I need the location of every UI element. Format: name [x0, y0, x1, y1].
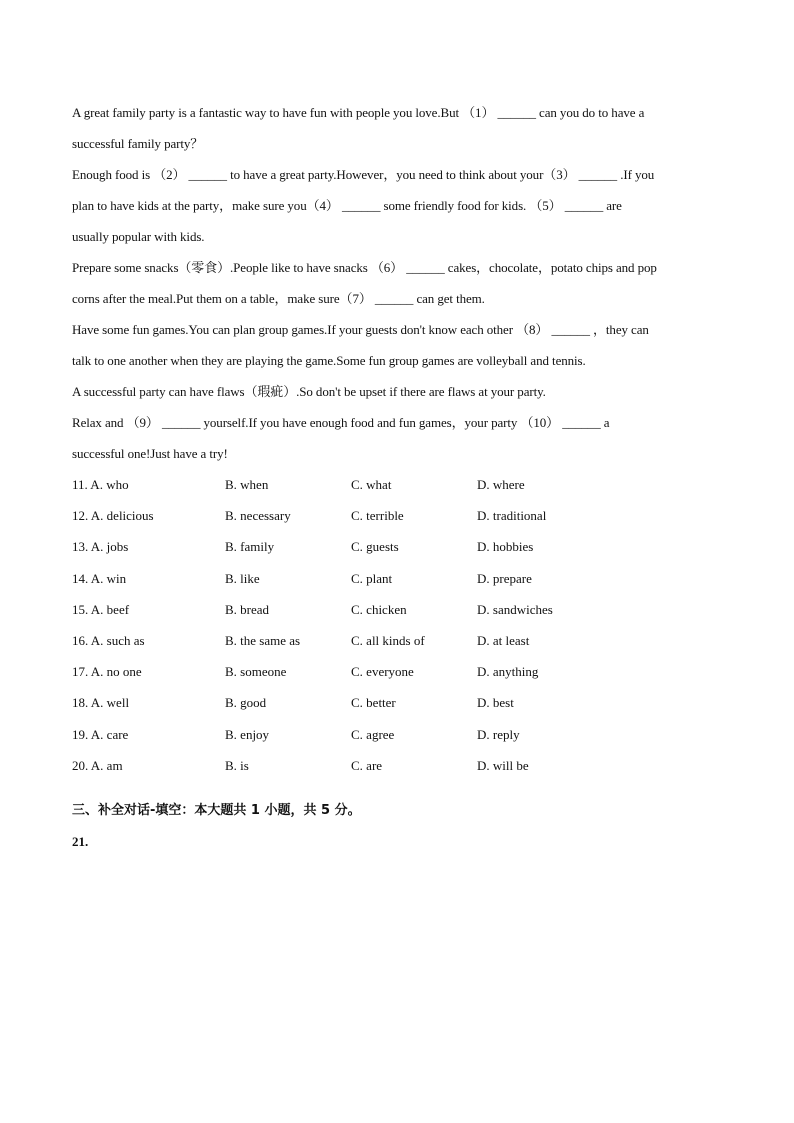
- passage-line: talk to one another when they are playing the game.Some fun group games are volleyball and tennis.: [72, 353, 586, 368]
- option-c: C. chicken: [351, 601, 407, 617]
- option-a: 12. A. delicious: [72, 508, 154, 524]
- passage-line: A successful party can have flaws（瑕疵）.So don't be upset if there are flaws at your party.: [72, 384, 546, 399]
- option-a: 18. A. well: [72, 695, 130, 711]
- option-c: C. everyone: [351, 664, 414, 680]
- option-b: B. when: [225, 477, 269, 492]
- option-a: 13. A. jobs: [72, 539, 129, 555]
- option-d: D. at least: [477, 633, 530, 649]
- question-row: [72, 563, 722, 594]
- option-c: C. are: [351, 757, 383, 773]
- option-a: 20. A. am: [72, 757, 123, 773]
- option-b: B. like: [225, 570, 260, 586]
- option-c: C. guests: [351, 539, 399, 555]
- option-d: D. best: [477, 695, 514, 711]
- passage-line: Enough food is （2） ______ to have a great party.However，you need to think about your（3） ______ .If you: [72, 167, 655, 182]
- option-c: C. what: [351, 477, 392, 492]
- question-row: [72, 500, 722, 531]
- cloze-passage: [72, 97, 722, 469]
- question-number: 21.: [72, 834, 89, 850]
- passage-line: plan to have kids at the party，make sure you（4） ______ some friendly food for kids. （5） ______ are: [72, 198, 622, 213]
- option-d: D. hobbies: [477, 539, 534, 555]
- passage-line: successful family party？: [72, 136, 204, 151]
- option-b: B. family: [225, 539, 275, 555]
- option-b: B. the same as: [225, 633, 301, 649]
- passage-line: corns after the meal.Put them on a table，make sure（7） ______ can get them.: [72, 291, 485, 306]
- option-d: D. will be: [477, 757, 529, 773]
- option-b: B. necessary: [225, 508, 291, 524]
- option-b: B. good: [225, 695, 267, 711]
- option-b: B. bread: [225, 601, 270, 617]
- option-a: 11. A. who: [72, 477, 129, 492]
- passage-line: Prepare some snacks（零食）.People like to have snacks （6） ______ cakes，chocolate，potato chips and pop: [72, 260, 657, 275]
- option-a: 19. A. care: [72, 726, 129, 742]
- option-d: D. where: [477, 477, 525, 492]
- question-row: [72, 750, 722, 781]
- question-row: [72, 656, 722, 687]
- option-d: D. reply: [477, 726, 520, 742]
- option-d: D. traditional: [477, 508, 547, 524]
- option-b: B. is: [225, 757, 249, 773]
- question-row: [72, 625, 722, 656]
- option-a: 14. A. win: [72, 570, 127, 586]
- option-d: D. anything: [477, 664, 539, 680]
- option-a: 16. A. such as: [72, 633, 145, 649]
- passage-line: Have some fun games.You can plan group games.If your guests don't know each other （8） ______ ，they can: [72, 322, 649, 337]
- option-c: C. terrible: [351, 508, 404, 524]
- passage-line: A great family party is a fantastic way to have fun with people you love.But （1） ______ can you do to have a: [72, 105, 645, 120]
- option-b: B. enjoy: [225, 726, 270, 742]
- passage-line: usually popular with kids.: [72, 229, 205, 244]
- question-row: [72, 469, 722, 500]
- section-heading: 三、补全对话-填空：本大题共 1 小题，共 5 分。: [72, 803, 361, 819]
- answer-options: [72, 469, 722, 781]
- option-c: C. agree: [351, 726, 395, 742]
- passage-line: successful one!Just have a try!: [72, 446, 228, 461]
- option-a: 17. A. no one: [72, 664, 142, 680]
- option-c: C. plant: [351, 570, 393, 586]
- question-row: [72, 719, 722, 750]
- option-d: D. prepare: [477, 570, 532, 586]
- option-c: C. better: [351, 695, 396, 711]
- question-row: [72, 687, 722, 718]
- question-row: [72, 531, 722, 562]
- passage-line: Relax and （9） ______ yourself.If you have enough food and fun games，your party （10） ______ a: [72, 415, 610, 430]
- option-b: B. someone: [225, 664, 287, 680]
- exam-page: [72, 97, 722, 857]
- option-a: 15. A. beef: [72, 601, 130, 617]
- option-c: C. all kinds of: [351, 633, 425, 649]
- option-d: D. sandwiches: [477, 601, 553, 617]
- question-row: [72, 594, 722, 625]
